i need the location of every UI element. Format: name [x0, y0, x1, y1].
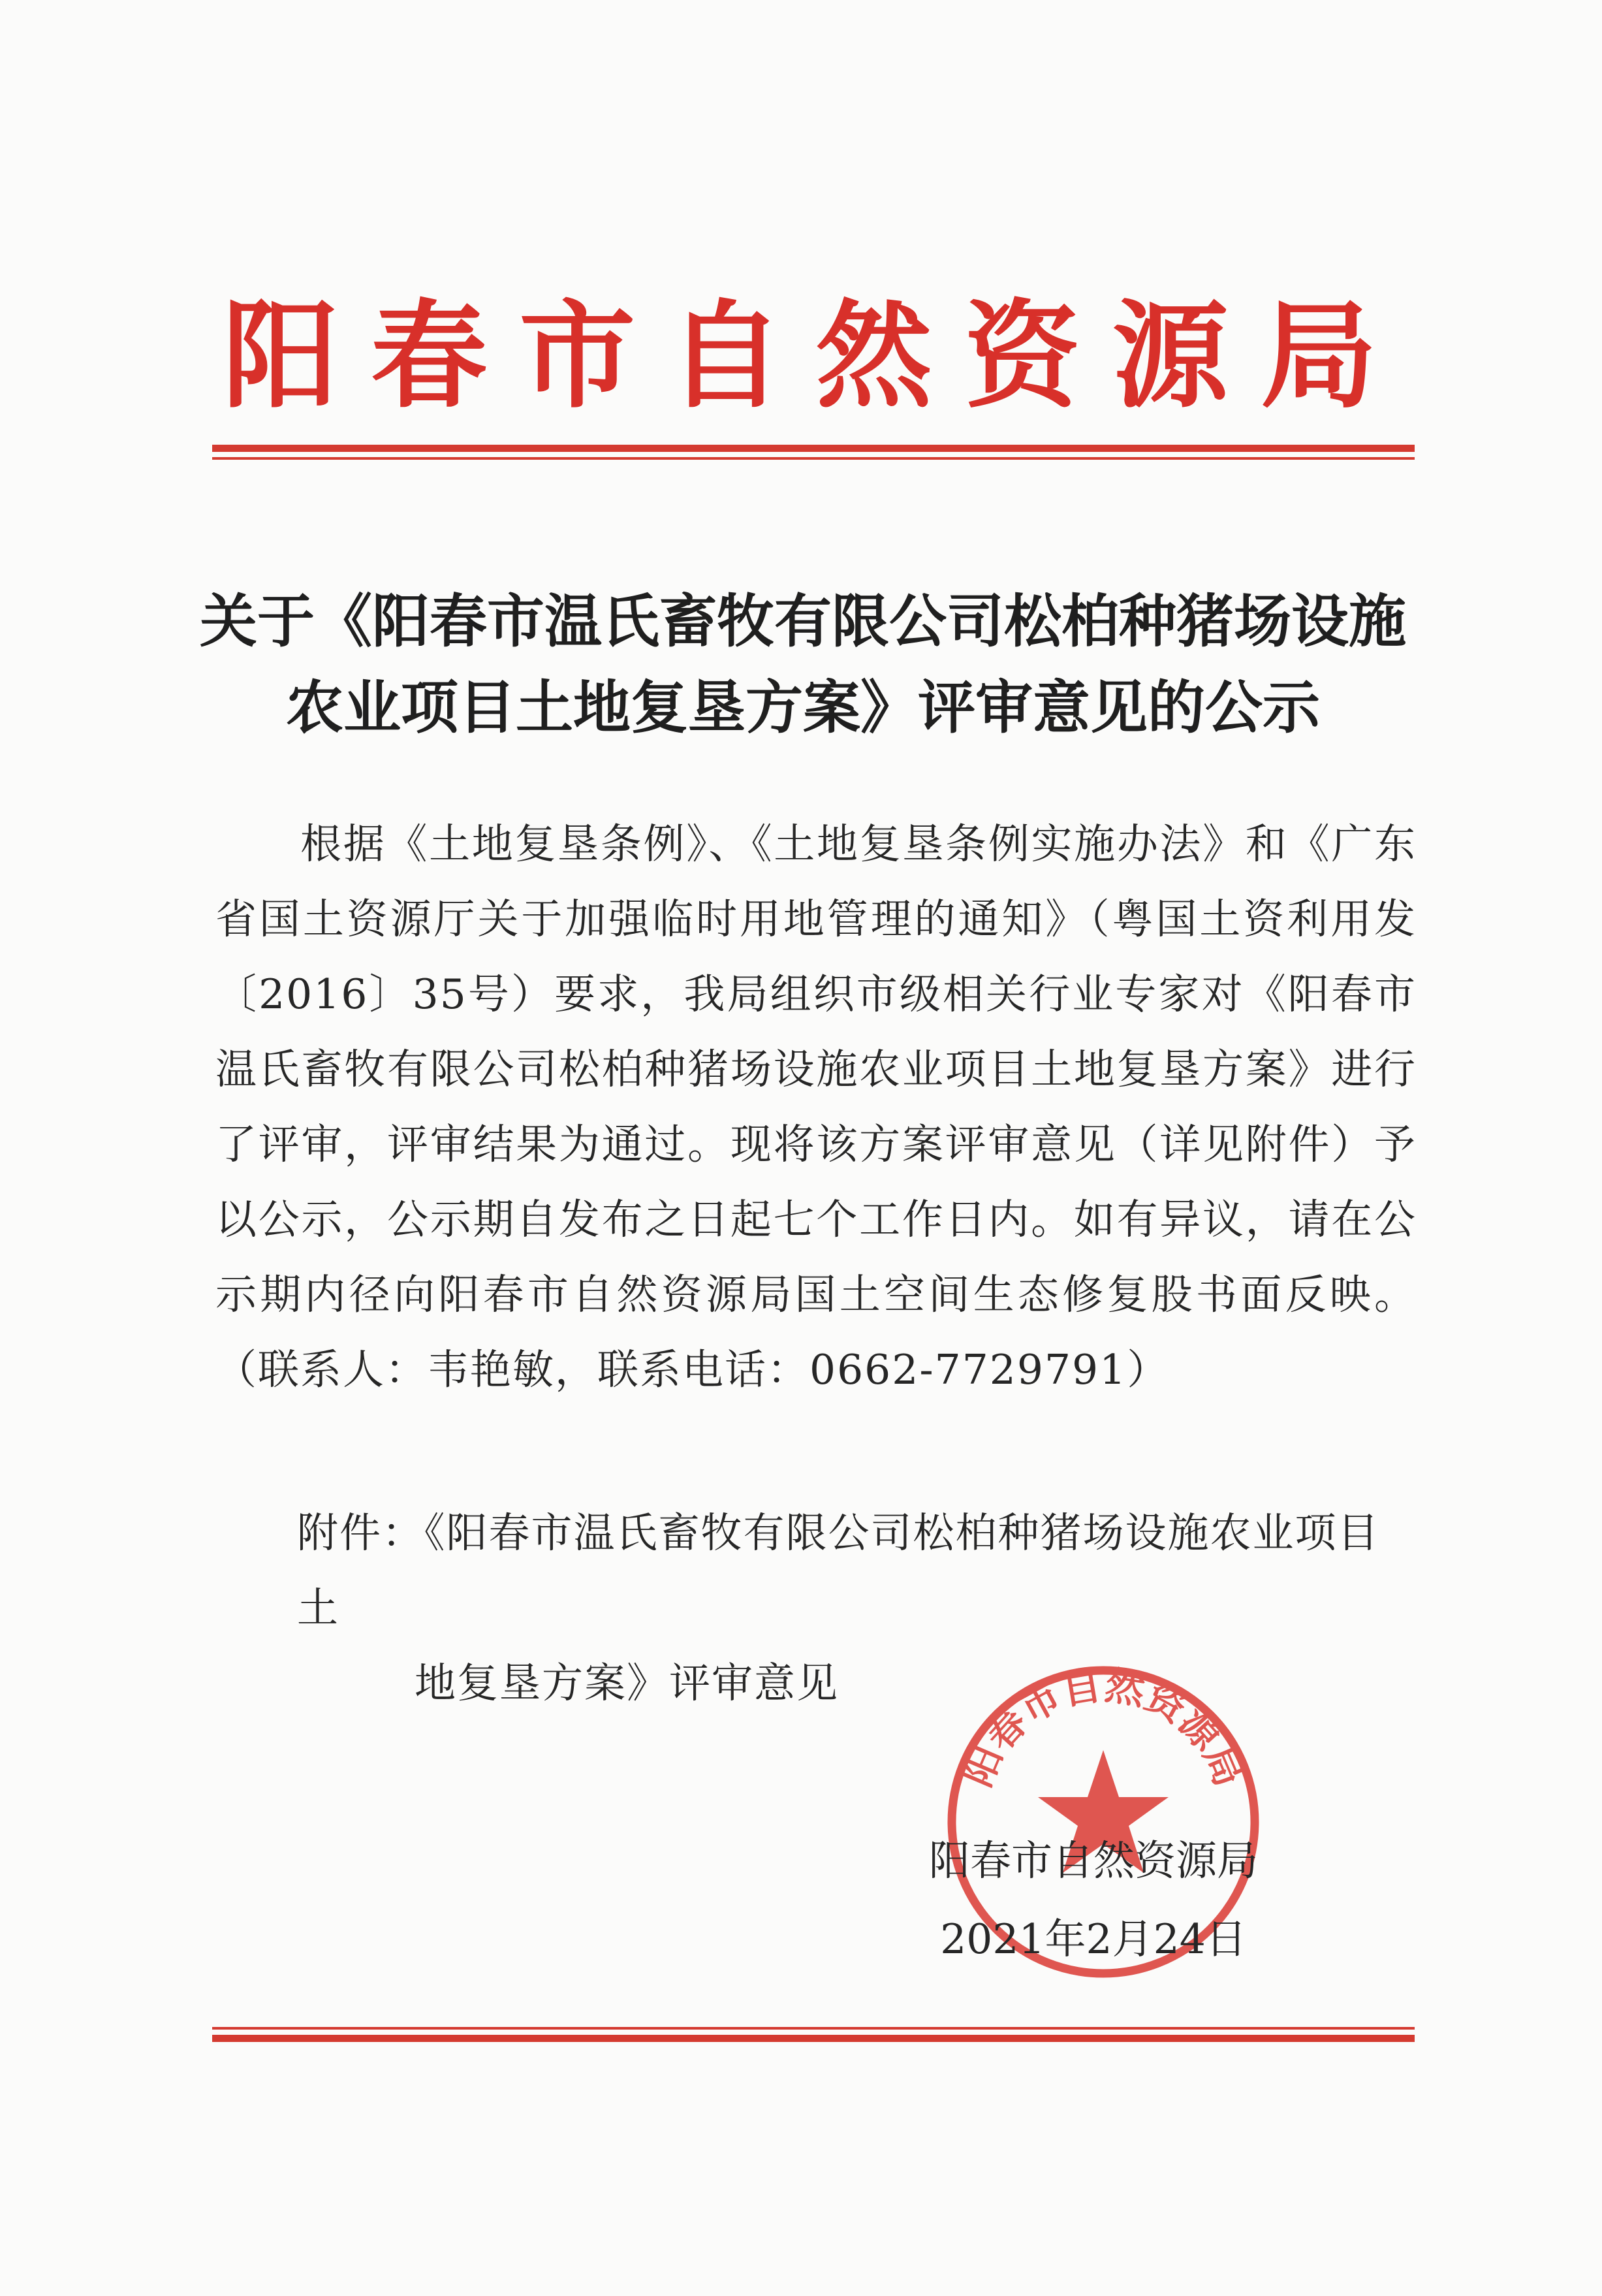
masthead-char: 春	[371, 287, 488, 424]
footer-red-rule-thin	[212, 2027, 1415, 2030]
masthead-char: 局	[1260, 287, 1377, 424]
attachment-line-2: 地复垦方案》评审意见	[415, 1659, 839, 1707]
masthead-char: 自	[667, 287, 784, 424]
masthead-char: 资	[964, 287, 1080, 424]
masthead-char: 阳	[223, 287, 339, 424]
notice-title: 关于《阳春市温氏畜牧有限公司松柏种猪场设施农业项目土地复垦方案》评审意见的公示	[199, 587, 1406, 741]
notice-body: 根据《土地复垦条例》、《土地复垦条例实施办法》和《广东省国土资源厅关于加强临时用地管理的通知》（粤国土资利用发〔2016〕35号）要求，我局组织市级相关行业专家对《阳春市温氏畜牧有限公司松柏种猪场设施农业项目土地复垦方案》进行了评审，评审结果为通过。现将该方案评审意见（详见附件）予以公示，公示期自发布之日起七个工作日内。如有异议，请在公示期内径向阳春市自然资源局国土空间生态修复股书面反映。（联系人：韦艳敏，联系电话：0662-7729791）	[215, 820, 1417, 1394]
header-red-rule-thin	[212, 457, 1415, 460]
masthead-char: 市	[519, 287, 636, 424]
header-red-rule-thick	[212, 445, 1415, 452]
footer-red-rule-thick	[212, 2035, 1415, 2042]
issuing-authority-masthead	[215, 271, 1384, 424]
masthead-char: 源	[1112, 287, 1229, 424]
attachment-line-1: 附件：《阳春市温氏畜牧有限公司松柏种猪场设施农业项目土	[297, 1509, 1380, 1632]
signature-organization: 阳春市自然资源局	[929, 1837, 1258, 1885]
seal-text: 阳春市自然资源局	[954, 1663, 1252, 1793]
masthead-char: 然	[815, 287, 932, 424]
signature-date: 2021年2月24日	[940, 1915, 1247, 1963]
